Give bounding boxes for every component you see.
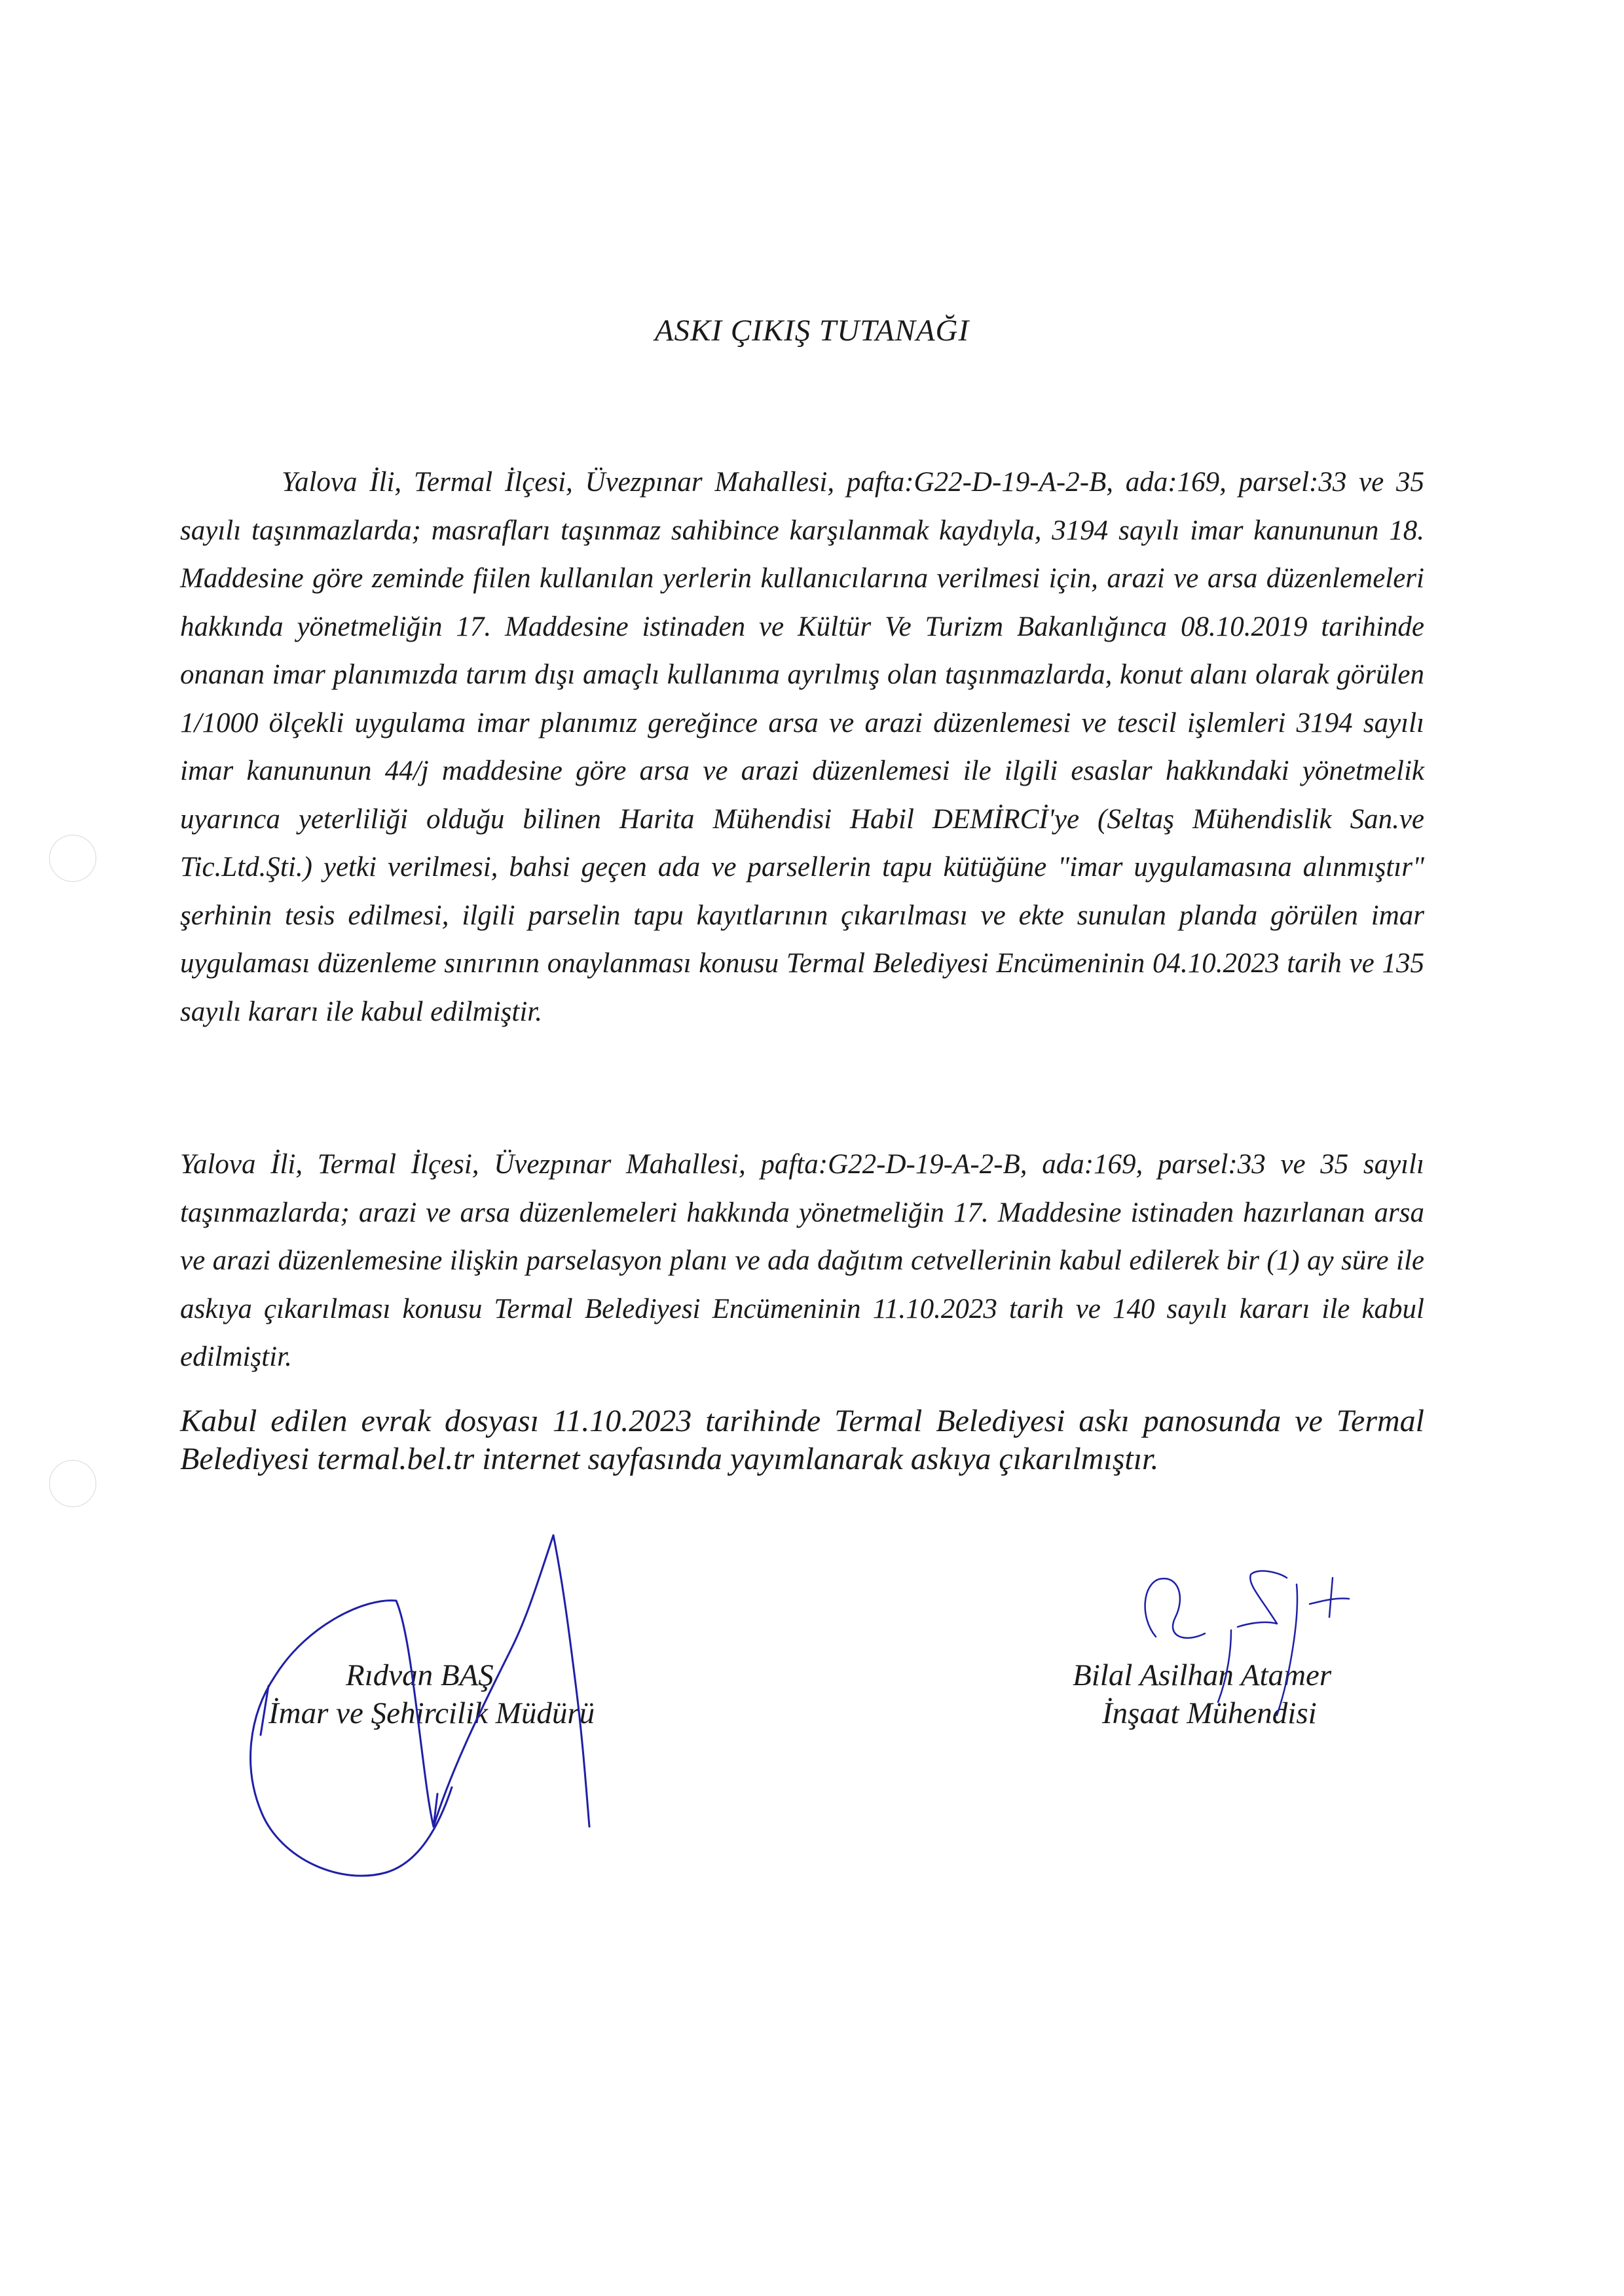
punch-hole-bottom xyxy=(49,1460,96,1507)
paragraph-1: Yalova İli, Termal İlçesi, Üvezpınar Mahallesi, pafta:G22-D-19-A-2-B, ada:169, parsel:33 ve 35 sayılı taşınmazlarda; masrafları taşınmaz sahibince karşılanmak kaydıyla, 3194 sayılı imar kanununun 18. Maddesine göre zeminde fiilen kullanılan yerlerin kullanıcılarına verilmesi için, arazi ve arsa düzenlemeleri hakkında yönetmeliğin 17. Maddesine istinaden ve Kültür Ve Turizm Bakanlığınca 08.10.2019 tarihinde onanan imar planımızda tarım dışı amaçlı kullanıma ayrılmış olan taşınmazlarda, konut alanı olarak görülen 1/1000 ölçekli uygulama imar planımız gereğince arsa ve arazi düzenlemesi ve tescil işlemleri 3194 sayılı imar kanununun 44/j maddesine göre arsa ve arazi düzenlemesi ile ilgili esaslar hakkındaki yönetmelik uyarınca yeterliliği olduğu bilinen Harita Mühendisi Habil DEMİRCİ'ye (Seltaş Mühendislik San.ve Tic.Ltd.Şti.) yetki verilmesi, bahsi geçen ada ve parsellerin tapu kütüğüne "imar uygulamasına alınmıştır" şerhinin tesis edilmesi, ilgili parselin tapu kayıtlarının çıkarılması ve ekte sunulan planda görülen imar uygulaması düzenleme sınırının onaylanması konusu Termal Belediyesi Encümeninin 04.10.2023 tarih ve 135 sayılı kararı ile kabul edilmiştir. xyxy=(180,467,1424,1027)
signatory-right-name: Bilal Asilhan Atamer xyxy=(1073,1658,1332,1692)
punch-hole-top xyxy=(49,835,96,882)
paragraph-2: Yalova İli, Termal İlçesi, Üvezpınar Mahallesi, pafta:G22-D-19-A-2-B, ada:169, parsel:33 ve 35 sayılı taşınmazlarda; arazi ve arsa düzenlemeleri hakkında yönetmeliğin 17. Maddesine istinaden hazırlanan arsa ve arazi düzenlemesine ilişkin parselasyon planı ve ada dağıtım cetvellerinin kabul edilerek bir (1) ay süre ile askıya çıkarılması konusu Termal Belediyesi Encümeninin 11.10.2023 tarih ve 140 sayılı kararı ile kabul edilmiştir. xyxy=(180,1149,1424,1372)
document-title: ASKI ÇIKIŞ TUTANAĞI xyxy=(654,314,970,348)
signatory-left-title: İmar ve Şehircilik Müdürü xyxy=(268,1696,595,1730)
signatory-right-title: İnşaat Mühendisi xyxy=(1102,1696,1317,1730)
paragraph-3: Kabul edilen evrak dosyası 11.10.2023 tarihinde Termal Belediyesi askı panosunda ve Termal Belediyesi termal.bel.tr internet sayfasında yayımlanarak askıya çıkarılmıştır. xyxy=(180,1404,1424,1476)
signatory-left-name: Rıdvan BAŞ xyxy=(346,1658,494,1692)
